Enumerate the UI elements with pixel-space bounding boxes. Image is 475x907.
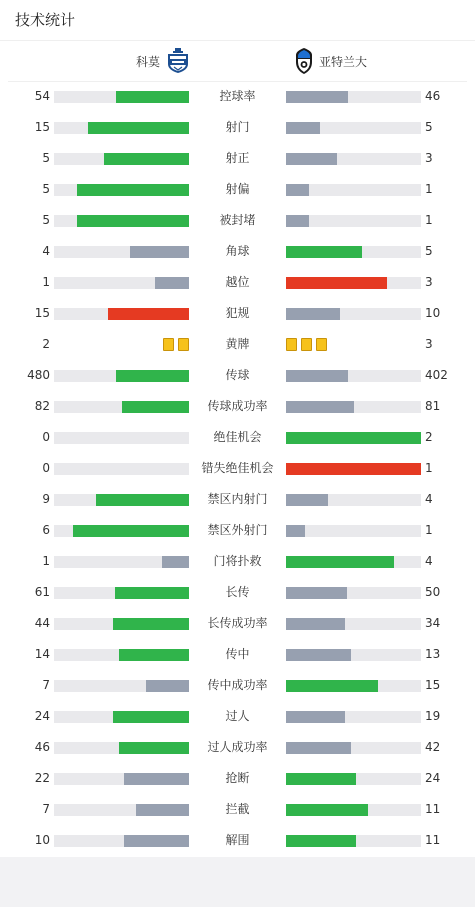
- home-value: 24: [34, 709, 50, 723]
- away-bar-track: [286, 835, 421, 847]
- away-bar-fill: [286, 742, 351, 754]
- stat-row: [0, 205, 475, 236]
- stat-row: [0, 391, 475, 422]
- away-value: 19: [425, 709, 441, 723]
- away-value: 42: [425, 740, 441, 754]
- home-bar-track: [54, 184, 189, 196]
- stat-label: 角球: [225, 244, 250, 258]
- home-bar-track: [54, 556, 189, 568]
- page-title: 技术统计: [15, 11, 76, 29]
- home-bar-fill: [108, 308, 189, 320]
- away-bar-track: [286, 494, 421, 506]
- away-value: 10: [425, 306, 441, 320]
- stat-label: 禁区内射门: [207, 492, 268, 506]
- away-bar-fill: [286, 525, 305, 537]
- stat-label: 长传成功率: [207, 616, 268, 630]
- away-bar-track: [286, 463, 421, 475]
- away-bar-fill: [286, 711, 345, 723]
- stat-label: 控球率: [219, 89, 256, 103]
- home-value: 46: [34, 740, 50, 754]
- home-value: 0: [42, 430, 50, 444]
- away-bar-fill: [286, 153, 337, 165]
- away-bar-track: [286, 525, 421, 537]
- away-value: 1: [425, 461, 433, 475]
- stat-row: [0, 546, 475, 577]
- home-bar-fill: [116, 91, 189, 103]
- away-value: 3: [425, 275, 433, 289]
- home-value: 44: [34, 616, 50, 630]
- away-value: 3: [425, 337, 433, 351]
- home-bar-track: [54, 122, 189, 134]
- home-bar-fill: [124, 835, 189, 847]
- home-value: 1: [42, 554, 50, 568]
- stat-row: [0, 825, 475, 856]
- home-bar-fill: [119, 649, 189, 661]
- away-bar-fill: [286, 184, 309, 196]
- away-bar-fill: [286, 463, 421, 475]
- home-bar-fill: [155, 277, 189, 289]
- stat-label: 射门: [225, 120, 250, 134]
- home-bar-track: [54, 432, 189, 444]
- home-bar-track: [54, 804, 189, 816]
- home-bar-fill: [116, 370, 189, 382]
- stat-row: [0, 267, 475, 298]
- away-value: 5: [425, 244, 433, 258]
- stat-label: 越位: [225, 275, 250, 289]
- away-bar-fill: [286, 618, 345, 630]
- home-value: 5: [42, 151, 50, 165]
- home-bar-fill: [113, 711, 189, 723]
- yellow-card-icon: [316, 338, 327, 351]
- away-bar-track: [286, 556, 421, 568]
- away-value: 11: [425, 833, 441, 847]
- home-bar-track: [54, 463, 189, 475]
- como-crest-icon: [166, 48, 190, 74]
- atalanta-crest-icon: [295, 48, 313, 74]
- away-bar-track: [286, 91, 421, 103]
- stat-row: [0, 701, 475, 732]
- away-bar-track: [286, 122, 421, 134]
- stat-row: [0, 763, 475, 794]
- stat-row: [0, 639, 475, 670]
- away-value: 50: [425, 585, 441, 599]
- away-bar-track: [286, 370, 421, 382]
- yellow-card-icon: [286, 338, 297, 351]
- home-team: [136, 48, 190, 74]
- away-value: 4: [425, 492, 433, 506]
- home-bar-track: [54, 246, 189, 258]
- stat-label: 门将扑救: [213, 554, 262, 568]
- stat-row: [0, 608, 475, 639]
- away-bar-fill: [286, 556, 394, 568]
- home-bar-fill: [73, 525, 189, 537]
- away-bar-track: [286, 804, 421, 816]
- home-value: 15: [34, 306, 50, 320]
- home-bar-fill: [115, 587, 189, 599]
- stat-label: 长传: [225, 585, 250, 599]
- home-value: 4: [42, 244, 50, 258]
- away-value: 402: [425, 368, 448, 382]
- home-bar-fill: [96, 494, 189, 506]
- away-bar-fill: [286, 370, 348, 382]
- away-bar-track: [286, 587, 421, 599]
- home-bar-track: [54, 711, 189, 723]
- stat-label: 解围: [225, 833, 250, 847]
- yellow-card-icon: [163, 338, 174, 351]
- home-bar-track: [54, 277, 189, 289]
- stat-label: 过人: [225, 709, 250, 723]
- home-value: 0: [42, 461, 50, 475]
- home-bar-fill: [113, 618, 189, 630]
- away-bar-fill: [286, 680, 378, 692]
- away-bar-track: [286, 680, 421, 692]
- divider: [0, 40, 475, 41]
- away-bar-fill: [286, 308, 340, 320]
- away-bar-fill: [286, 835, 356, 847]
- home-bar-track: [54, 91, 189, 103]
- home-bar-fill: [77, 184, 189, 196]
- away-bar-fill: [286, 91, 348, 103]
- away-bar-track: [286, 153, 421, 165]
- away-bar-track: [286, 215, 421, 227]
- away-bar-track: [286, 742, 421, 754]
- away-bar-track: [286, 401, 421, 413]
- home-bar-track: [54, 401, 189, 413]
- home-value: 15: [34, 120, 50, 134]
- stat-label: 拦截: [225, 802, 250, 816]
- away-bar-track: [286, 277, 421, 289]
- stat-label: 绝佳机会: [213, 430, 262, 444]
- away-bar-fill: [286, 401, 354, 413]
- away-bar-fill: [286, 649, 351, 661]
- away-value: 3: [425, 151, 433, 165]
- home-bar-track: [54, 742, 189, 754]
- away-value: 4: [425, 554, 433, 568]
- stat-row: [0, 515, 475, 546]
- stat-label: 过人成功率: [207, 740, 268, 754]
- stat-row: [0, 329, 475, 360]
- away-bar-fill: [286, 773, 356, 785]
- away-bar-fill: [286, 432, 421, 444]
- home-value: 14: [34, 647, 50, 661]
- stat-label: 错失绝佳机会: [201, 461, 274, 475]
- away-value: 81: [425, 399, 441, 413]
- home-value: 10: [34, 833, 50, 847]
- home-bar-track: [54, 680, 189, 692]
- home-bar-fill: [136, 804, 189, 816]
- home-bar-track: [54, 835, 189, 847]
- away-value: 1: [425, 523, 433, 537]
- home-bar-track: [54, 215, 189, 227]
- away-value: 11: [425, 802, 441, 816]
- stat-label: 射正: [225, 151, 250, 165]
- away-value: 24: [425, 771, 441, 785]
- stat-row: [0, 577, 475, 608]
- stat-label: 黄牌: [225, 337, 250, 351]
- away-bar-track: [286, 773, 421, 785]
- stat-label: 禁区外射门: [207, 523, 268, 537]
- home-bar-fill: [119, 742, 189, 754]
- home-bar-track: [54, 525, 189, 537]
- stat-row: [0, 236, 475, 267]
- home-value: 6: [42, 523, 50, 537]
- away-bar-fill: [286, 215, 309, 227]
- away-bar-fill: [286, 122, 320, 134]
- yellow-card-icon: [301, 338, 312, 351]
- home-bar-fill: [88, 122, 189, 134]
- home-value: 1: [42, 275, 50, 289]
- home-bar-track: [54, 587, 189, 599]
- stat-row: [0, 670, 475, 701]
- away-bar-track: [286, 246, 421, 258]
- home-yellow-cards: [163, 338, 189, 351]
- away-value: 5: [425, 120, 433, 134]
- away-bar-fill: [286, 246, 362, 258]
- away-bar-track: [286, 649, 421, 661]
- stats-list: [0, 81, 475, 856]
- away-bar-track: [286, 184, 421, 196]
- home-bar-fill: [104, 153, 189, 165]
- home-bar-track: [54, 494, 189, 506]
- stat-row: [0, 298, 475, 329]
- home-bar-track: [54, 773, 189, 785]
- away-value: 1: [425, 182, 433, 196]
- stat-label: 犯规: [225, 306, 250, 320]
- home-value: 82: [34, 399, 50, 413]
- away-bar-fill: [286, 804, 368, 816]
- away-bar-fill: [286, 587, 347, 599]
- stat-row: [0, 174, 475, 205]
- away-team: [295, 48, 367, 74]
- stat-row: [0, 422, 475, 453]
- stat-label: 传中: [225, 647, 250, 661]
- home-bar-fill: [77, 215, 189, 227]
- stat-row: [0, 453, 475, 484]
- stat-row: [0, 81, 475, 112]
- home-value: 5: [42, 213, 50, 227]
- stat-label: 传中成功率: [207, 678, 268, 692]
- home-bar-track: [54, 649, 189, 661]
- stat-row: [0, 360, 475, 391]
- away-value: 13: [425, 647, 441, 661]
- away-bar-track: [286, 711, 421, 723]
- home-team-name: 科莫: [135, 54, 160, 69]
- away-value: 1: [425, 213, 433, 227]
- stat-row: [0, 732, 475, 763]
- away-yellow-cards: [286, 338, 327, 351]
- home-bar-track: [54, 153, 189, 165]
- home-bar-fill: [130, 246, 189, 258]
- home-value: 9: [42, 492, 50, 506]
- stat-label: 传球: [225, 368, 250, 382]
- home-value: 7: [42, 678, 50, 692]
- stat-label: 抢断: [225, 771, 250, 785]
- yellow-card-icon: [178, 338, 189, 351]
- home-bar-fill: [146, 680, 189, 692]
- away-value: 46: [425, 89, 441, 103]
- home-bar-fill: [162, 556, 189, 568]
- away-bar-track: [286, 432, 421, 444]
- away-value: 34: [425, 616, 441, 630]
- away-value: 2: [425, 430, 433, 444]
- home-bar-track: [54, 370, 189, 382]
- away-team-name: 亚特兰大: [319, 54, 368, 69]
- away-value: 15: [425, 678, 441, 692]
- stat-row: [0, 794, 475, 825]
- home-value: 5: [42, 182, 50, 196]
- home-value: 22: [34, 771, 50, 785]
- away-bar-track: [286, 618, 421, 630]
- home-value: 54: [34, 89, 50, 103]
- home-value: 480: [27, 368, 50, 382]
- stat-row: [0, 484, 475, 515]
- home-bar-fill: [122, 401, 190, 413]
- away-bar-track: [286, 308, 421, 320]
- home-bar-track: [54, 308, 189, 320]
- home-value: 61: [34, 585, 50, 599]
- stat-label: 传球成功率: [207, 399, 268, 413]
- away-bar-fill: [286, 277, 387, 289]
- away-bar-fill: [286, 494, 328, 506]
- home-value: 7: [42, 802, 50, 816]
- stat-row: [0, 143, 475, 174]
- home-bar-fill: [124, 773, 189, 785]
- stat-label: 射偏: [225, 182, 250, 196]
- stat-row: [0, 112, 475, 143]
- stat-label: 被封堵: [219, 213, 256, 227]
- home-bar-track: [54, 618, 189, 630]
- home-value: 2: [42, 337, 50, 351]
